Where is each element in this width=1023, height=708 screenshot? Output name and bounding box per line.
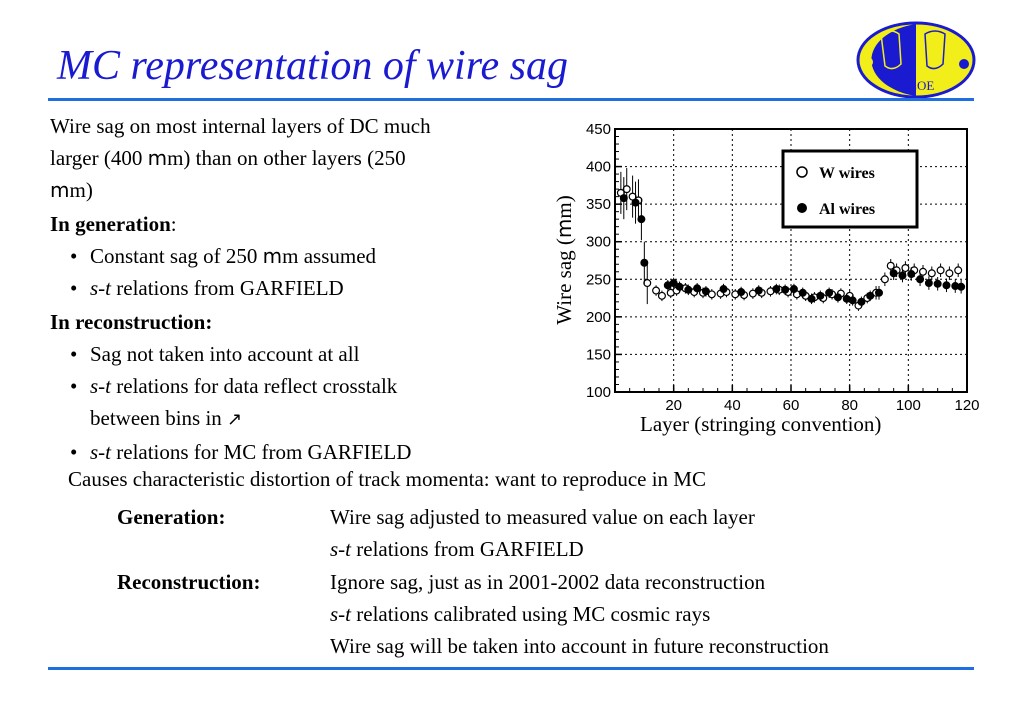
legend bbox=[783, 151, 917, 227]
al-wire-point bbox=[703, 288, 710, 295]
al-wire-point bbox=[943, 282, 950, 289]
mu-symbol: m bbox=[50, 178, 70, 202]
al-wire-point bbox=[694, 285, 701, 292]
al-wire-point bbox=[620, 195, 627, 202]
generation-label: Generation: bbox=[117, 505, 226, 529]
intro-line: larger (400 mm) than on other layers (250 bbox=[50, 146, 406, 170]
legend-open-marker bbox=[797, 167, 807, 177]
w-wire-point bbox=[920, 268, 927, 275]
x-tick-label: 60 bbox=[782, 397, 800, 414]
y-tick-label: 400 bbox=[585, 158, 611, 176]
x-axis-title: Layer (stringing convention) bbox=[640, 412, 882, 436]
al-wire-point bbox=[858, 298, 865, 305]
arrow-symbol: ↗ bbox=[227, 409, 243, 430]
w-wire-point bbox=[881, 276, 888, 283]
reconstruction-list bbox=[50, 338, 535, 468]
wire-sag-chart bbox=[543, 117, 988, 417]
legend-label: W wires bbox=[819, 165, 875, 182]
al-wire-point bbox=[641, 259, 648, 266]
reconstruction-line: Wire sag will be taken into account in future reconstruction bbox=[330, 634, 829, 658]
list-item: • s-t relations from GARFIELD bbox=[50, 272, 535, 304]
summary-intro: Causes characteristic distortion of track momenta: want to reproduce in MC bbox=[68, 467, 706, 491]
al-wire-point bbox=[934, 280, 941, 287]
al-wire-point bbox=[808, 295, 815, 302]
y-tick-label: 100 bbox=[585, 384, 611, 401]
w-wire-point bbox=[644, 280, 651, 287]
list-item: • Constant sag of 250 mm assumed bbox=[50, 240, 535, 272]
kloe-logo bbox=[855, 20, 977, 100]
y-tick-label: 200 bbox=[585, 308, 611, 326]
top-divider bbox=[48, 98, 974, 101]
al-wire-point bbox=[835, 294, 842, 301]
al-wire-point bbox=[917, 276, 924, 283]
bottom-divider bbox=[48, 667, 974, 670]
al-wire-point bbox=[817, 292, 824, 299]
y-tick-label: 250 bbox=[585, 271, 611, 289]
al-wire-point bbox=[782, 286, 789, 293]
y-tick-label: 150 bbox=[585, 346, 611, 364]
intro-line: Wire sag on most internal layers of DC much bbox=[50, 114, 431, 138]
al-wire-point bbox=[908, 271, 915, 278]
al-wire-point bbox=[849, 297, 856, 304]
legend-filled-marker bbox=[797, 203, 807, 213]
y-tick-label: 300 bbox=[585, 233, 611, 251]
w-wire-point bbox=[887, 262, 894, 269]
al-wire-point bbox=[826, 289, 833, 296]
w-wire-point bbox=[623, 186, 630, 193]
logo-text: KLOE bbox=[899, 78, 935, 93]
al-wire-point bbox=[799, 289, 806, 296]
generation-heading: In generation: bbox=[50, 212, 177, 236]
w-wire-point bbox=[937, 267, 944, 274]
w-wire-point bbox=[653, 287, 660, 294]
legend-label: Al wires bbox=[819, 201, 876, 218]
left-column bbox=[50, 110, 535, 468]
intro-line: mm) bbox=[50, 178, 93, 202]
al-wire-point bbox=[899, 272, 906, 279]
al-wire-point bbox=[720, 286, 727, 293]
al-wire-point bbox=[876, 289, 883, 296]
al-wire-point bbox=[638, 216, 645, 223]
list-item: • s-t relations for MC from GARFIELD bbox=[50, 436, 535, 468]
reconstruction-line: Ignore sag, just as in 2001-2002 data reconstruction bbox=[330, 570, 766, 594]
slide-title: MC representation of wire sag bbox=[57, 43, 568, 89]
w-wire-point bbox=[955, 267, 962, 274]
al-wire-point bbox=[773, 286, 780, 293]
w-wire-point bbox=[659, 292, 666, 299]
w-wire-point bbox=[928, 270, 935, 277]
al-wire-point bbox=[890, 270, 897, 277]
al-wire-point bbox=[925, 280, 932, 287]
mu-symbol: m bbox=[262, 244, 283, 268]
list-item: • s-t relations for data reflect crosstalk between bins in ↗ bbox=[50, 370, 535, 436]
al-wire-point bbox=[867, 292, 874, 299]
reconstruction-line: s-t relations calibrated using MC cosmic rays bbox=[330, 602, 711, 626]
al-wire-point bbox=[958, 283, 965, 290]
y-tick-label: 450 bbox=[585, 121, 611, 138]
al-wire-point bbox=[738, 289, 745, 296]
generation-line: Wire sag adjusted to measured value on each layer bbox=[330, 505, 755, 529]
list-item: • Sag not taken into account at all bbox=[50, 338, 535, 370]
x-tick-label: 120 bbox=[954, 397, 980, 414]
y-tick-label: 350 bbox=[585, 196, 611, 214]
al-wire-point bbox=[791, 286, 798, 293]
w-wire-point bbox=[902, 265, 909, 272]
y-axis-title: Wire sag (mm) bbox=[552, 195, 576, 325]
generation-list bbox=[50, 240, 535, 304]
x-tick-label: 100 bbox=[895, 397, 921, 414]
mu-symbol: m bbox=[147, 146, 168, 170]
al-wire-point bbox=[685, 286, 692, 293]
reconstruction-heading: In reconstruction: bbox=[50, 310, 213, 334]
w-wire-point bbox=[946, 270, 953, 277]
al-wire-point bbox=[755, 287, 762, 294]
x-tick-label: 40 bbox=[723, 397, 741, 414]
x-tick-label: 80 bbox=[841, 397, 859, 414]
x-tick-label: 20 bbox=[665, 397, 683, 414]
al-wire-point bbox=[676, 283, 683, 290]
generation-line: s-t relations from GARFIELD bbox=[330, 537, 584, 561]
reconstruction-label: Reconstruction: bbox=[117, 570, 261, 594]
al-wire-point bbox=[632, 199, 639, 206]
